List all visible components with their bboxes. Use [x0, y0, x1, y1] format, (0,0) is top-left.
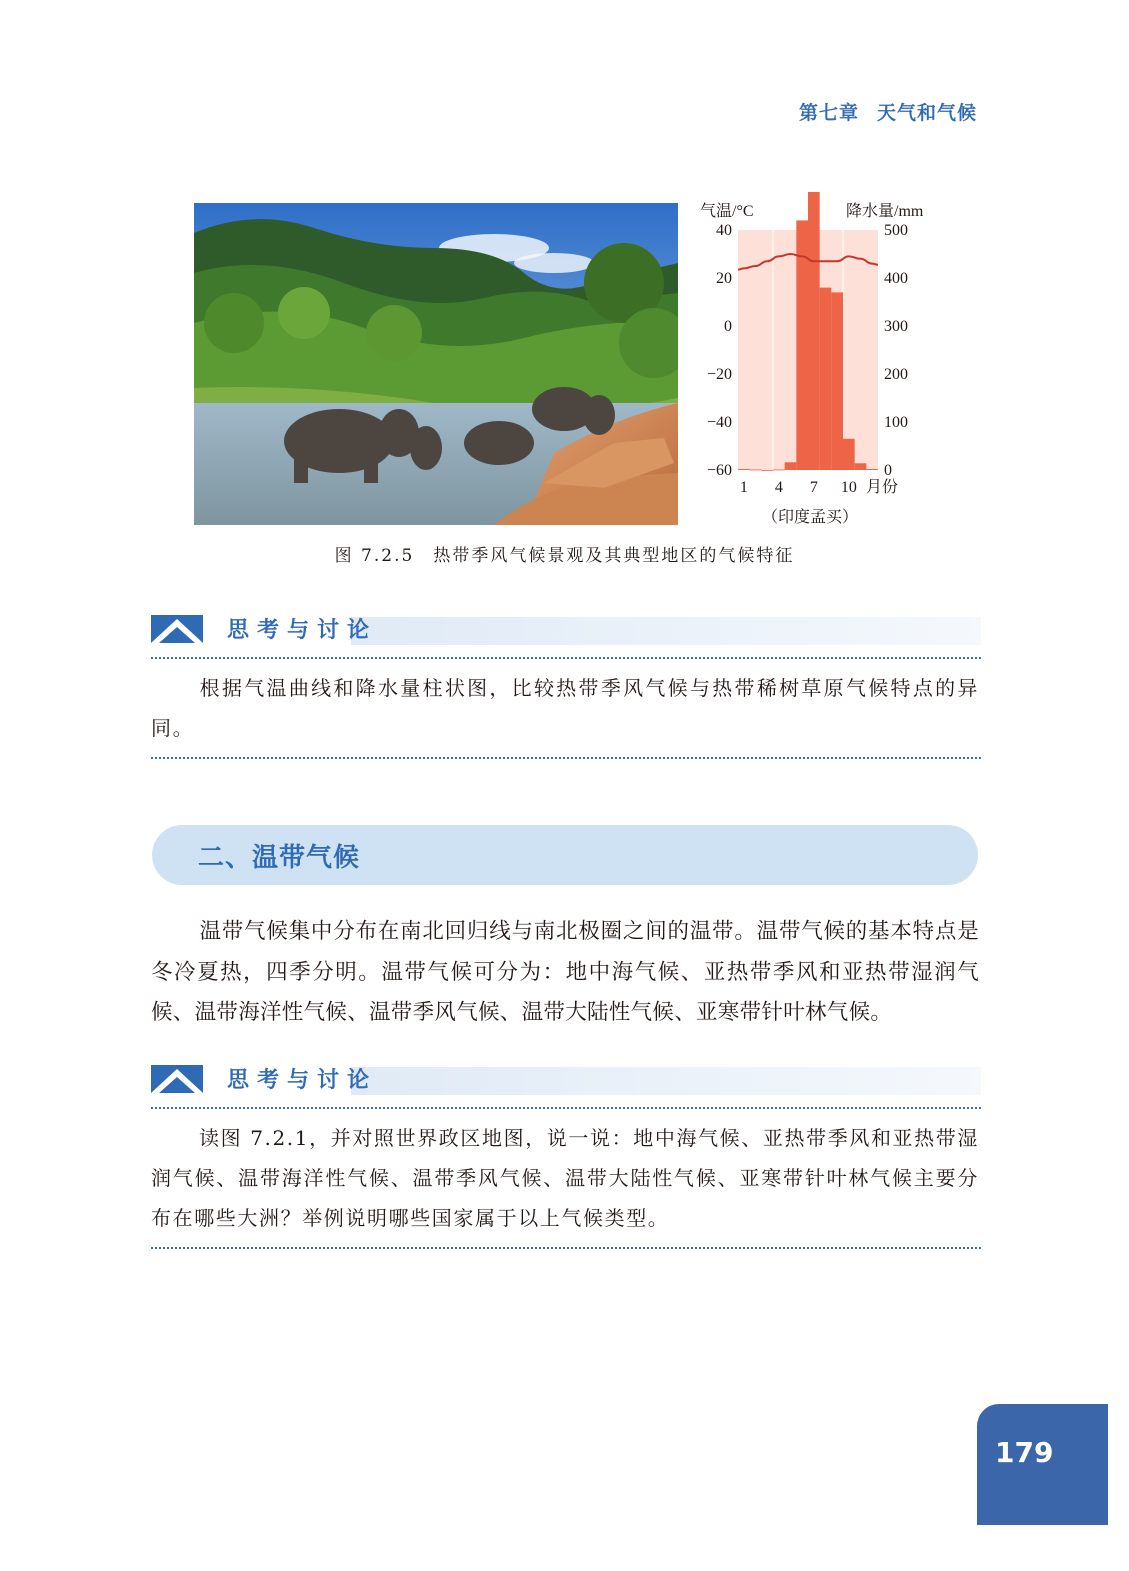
body-paragraph: 温带气候集中分布在南北回归线与南北极圈之间的温带。温带气候的基本特点是冬冷夏热，四季分明。温带气候可分为：地中海气候、亚热带季风和亚热带湿润气候、温带海洋性气候、温带季风气候、温带大陆性气候、亚寒带针叶林气候。 [151, 919, 979, 1025]
precipitation-bar-month-11 [855, 463, 867, 470]
header-band [351, 1067, 981, 1095]
think-discuss-text: 根据气温曲线和降水量柱状图，比较热带季风气候与热带稀树草原气候特点的异同。 [151, 676, 979, 740]
chevron-flag-icon [151, 1065, 203, 1093]
precipitation-bar-month-10 [843, 439, 855, 470]
think-discuss-title: 思考与讨论 [227, 1068, 378, 1093]
climate-chart [696, 192, 946, 532]
precipitation-bar-month-12 [866, 469, 878, 470]
right-axis-label: 降水量/mm [846, 203, 924, 220]
month-tick-label: 7 [809, 479, 818, 496]
month-tick-label: 4 [774, 479, 783, 496]
precipitation-bar-month-4 [773, 470, 785, 471]
precipitation-bar-month-7 [808, 192, 820, 470]
temperature-tick-label: 0 [724, 318, 732, 335]
think-discuss-header [151, 1065, 981, 1095]
precipitation-bar-month-5 [785, 462, 797, 470]
chapter-number: 第七章 [798, 102, 859, 124]
chart-location: （印度孟买） [762, 509, 859, 526]
temperature-tick-label: −60 [706, 462, 732, 479]
header-band [351, 617, 981, 645]
precipitation-tick-label: 500 [884, 222, 908, 239]
precipitation-tick-label: 0 [884, 462, 892, 479]
month-tick-label: 10 [840, 479, 857, 496]
section-title: 二、温带气候 [198, 843, 361, 873]
precipitation-tick-label: 100 [884, 414, 908, 431]
month-tick-label: 1 [739, 479, 748, 496]
dotted-divider [151, 757, 981, 759]
precipitation-bar-month-9 [831, 292, 843, 470]
think-discuss-title: 思考与讨论 [227, 618, 378, 643]
temperature-tick-label: 40 [716, 222, 732, 239]
dotted-divider [151, 657, 981, 659]
x-unit-label: 月份 [866, 479, 899, 496]
chevron-flag-icon [151, 615, 203, 643]
figure-caption: 图 7.2.5 热带季风气候景观及其典型地区的气候特征 [334, 546, 795, 566]
dotted-divider [151, 1247, 981, 1249]
precipitation-bar-month-3 [761, 470, 773, 471]
precipitation-bar-month-1 [738, 469, 750, 470]
chapter-title: 天气和气候 [876, 102, 977, 124]
temperature-tick-label: 20 [716, 270, 732, 287]
chapter-header [799, 98, 977, 125]
temperature-tick-label: −20 [706, 366, 732, 383]
precipitation-bar-month-8 [820, 288, 832, 470]
temperature-tick-label: −40 [706, 414, 732, 431]
precipitation-tick-label: 300 [884, 318, 908, 335]
page-number-tab [977, 1404, 1108, 1525]
precipitation-bar-month-2 [750, 470, 762, 471]
precipitation-tick-label: 200 [884, 366, 908, 383]
section-banner [152, 825, 978, 885]
page-number: 179 [995, 1436, 1054, 1469]
precipitation-tick-label: 400 [884, 270, 908, 287]
elephant-landscape-photo [194, 203, 678, 525]
dotted-divider [151, 1107, 981, 1109]
left-axis-label: 气温/°C [700, 203, 754, 220]
think-discuss-text: 读图 7.2.1，并对照世界政区地图，说一说：地中海气候、亚热带季风和亚热带湿润气候、温带海洋性气候、温带季风气候、温带大陆性气候、亚寒带针叶林气候主要分布在哪些大洲？举例说明哪些国家属于以上气候类型。 [151, 1126, 979, 1230]
think-discuss-header [151, 615, 981, 645]
